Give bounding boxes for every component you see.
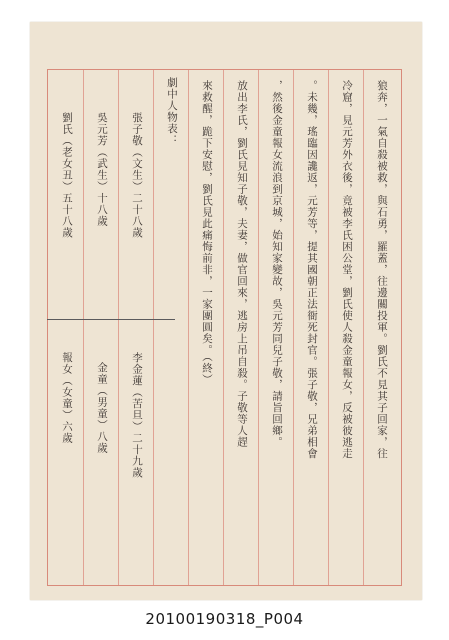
column-rule [153,70,154,585]
cast-entry: 吳元芳（武生）十八歲 [96,112,108,227]
cast-divider [47,319,175,320]
column-rule [188,70,189,585]
column-rule [223,70,224,585]
text-column-4: ，然後金童報女流浪到京城，始知家變故，吳元芳同兒子敬，請旨回鄉。 [271,80,283,448]
cast-entry: 張子敬（文生）二十八歲 [131,112,143,239]
cast-entry: 金童（男童）八歲 [96,362,108,454]
cast-entry: 報女（女童）六歲 [61,352,73,444]
column-rule [83,70,84,585]
column-rule [258,70,259,585]
document-page [30,22,422,600]
column-rule [293,70,294,585]
cast-entry: 劉氏（老女丑）五十八歲 [61,112,73,239]
column-rule [328,70,329,585]
text-column-5: 放出李氏，劉氏見知子敬，夫妻，做官回來，逃房上吊自殺。子敬等人趕 [236,80,248,448]
image-caption: 20100190318_P004 [145,610,304,628]
text-column-2: 冷窟，見元芳外衣後，竟被李氏困公堂，劉氏使人殺金童報女，反被彼逃走 [341,80,353,460]
cast-entry: 李金蓮（苦旦）二十九歲 [131,352,143,479]
column-rule [118,70,119,585]
column-rule [363,70,364,585]
cast-heading: 劇中人物表： [166,77,178,146]
text-column-6: 來救醒，跪下安慰，劉氏見此痛悔前非，一家團圓矣。（終） [201,80,213,386]
text-column-1: 狼奔，一氣自殺被救，與石勇，羅蓋，往邊關投軍。劉氏不見其子回家，往 [376,80,388,460]
text-column-3: 。未幾，瑤臨因讒返，元芳等，提其國朝正法衙死封官。張子敬，兄弟相會 [306,80,318,460]
